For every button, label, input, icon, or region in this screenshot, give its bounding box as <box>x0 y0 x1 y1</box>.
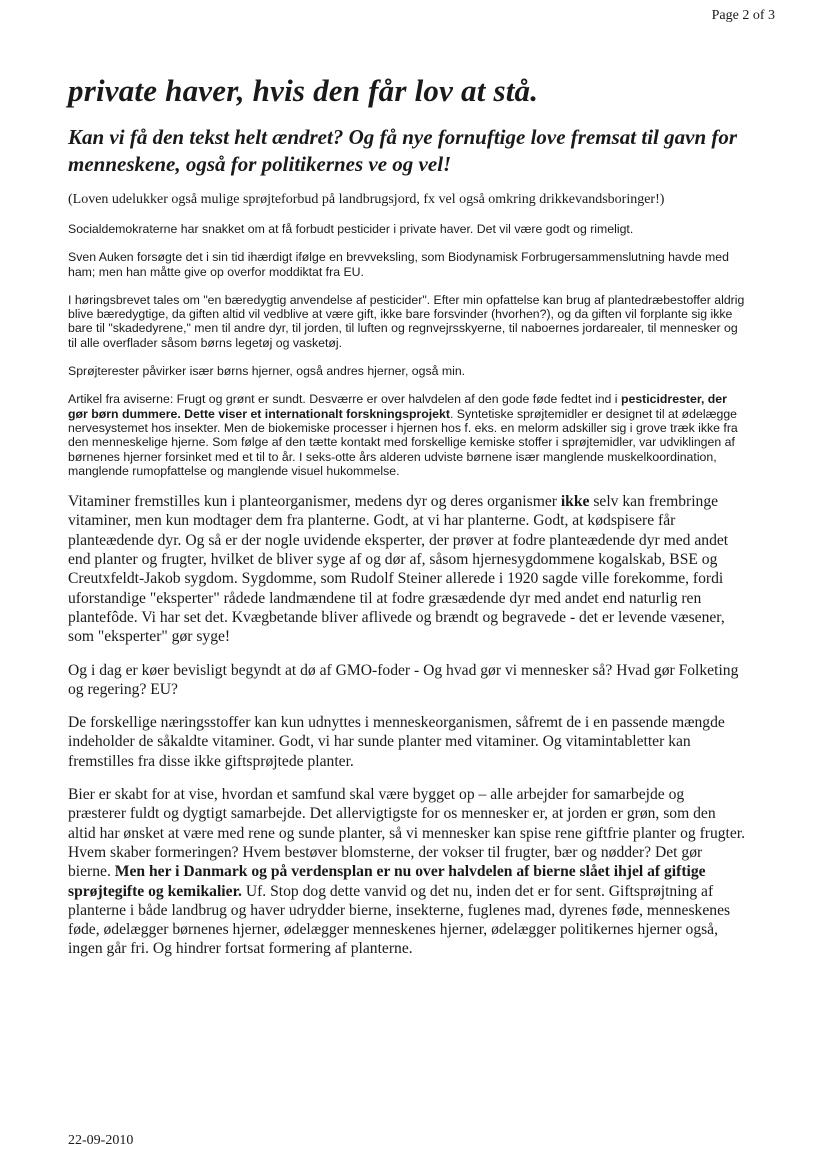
artikel-text-2: . Syntetiske sprøjtemidler er designet til at ødelægge nervesystemet hos insekter. Men de biokemiske processer i hjernen hos f. eks. en melorm adskiller sig i grove træk ikke fra den menneskelige hjerne. Som følge af den tætte kontakt med forskellige kemiske stoffer i sprøjtemidler, var udviklingen af børnenes hjerner forsinket med et til to år. I seks-otte års alderen udviste børnene især manglende muskelkoordination, manglende rumopfattelse og manglende visuel hukommelse. <box>68 406 738 478</box>
paragraph-socialdemokraterne: Socialdemokraterne har snakket om at få forbudt pesticider i private haver. Det vil være godt og rimeligt. <box>68 222 634 236</box>
vitaminer-text-1: Vitaminer fremstilles kun i planteorganismer, medens dyr og deres organismer <box>68 493 561 511</box>
paragraph-sven-auken: Sven Auken forsøgte det i sin tid ihærdigt ifølge en brevveksling, som Biodynamisk Forbrugersammenslutning havde med ham; men han måtte give op overfor moddiktat fra EU. <box>68 250 729 279</box>
page-number: Page 2 of 3 <box>711 8 775 23</box>
artikel-bold-text: pesticidrester, der gør børn dummere. Dette viser et internationalt forskningsprojekt <box>68 392 727 421</box>
artikel-text-1: Artikel fra aviserne: Frugt og grønt er sundt. Desværre er over halvdelen af den gode føde fedtet ind i <box>68 392 621 407</box>
paragraph-law-note: (Loven udelukker også mulige sprøjteforbud på landbrugsjord, fx vel også omkring drikkevandsboringer!) <box>68 192 665 207</box>
vitaminer-bold-ikke: ikke <box>560 493 590 511</box>
paragraph-bier <box>68 785 746 959</box>
document-body <box>68 72 746 973</box>
bier-text-2: Uf. Stop dog dette vanvid og det nu, inden det er for sent. Giftsprøjtning af planterne i både landbrug og haver udrydder bierne, insekterne, fuglenes mad, dyrenes føde, menneskenes føde, ødelægger børnenes hjerner, ødelægger menneskenes hjerner, ødelægger politikernes hjerner også, ingen går fri. Og hindrer fortsat formering af planterne. <box>68 882 731 958</box>
vitaminer-text-2: selv kan frembringe vitaminer, men kun modtager dem fra planterne. Godt, at vi har planterne. Godt, at kødspisere får planteædende dyr. Og så er der nogle uvidende eksperter, der prøver at fodre planteædende dyr med andet end planter og frugter, hvilket de bliver syge af og dør af, såsom hjernesygdommene kogalskab, BSE og Creutxfeldt-Jakob sygdom. Sygdomme, som Rudolf Steiner allerede i 1920 sagde ville forekomme, fordi uforstandige "eksperter" rådede landmændene til at fodre græsædende dyr med andet end naturlig ren plantefôde. Vi har set det. Kvægbetande bliver aflivede og brændt og begravede - det er levende væsener, som "eksperter" gør syge! <box>68 493 729 646</box>
paragraph-artikel <box>68 392 746 478</box>
footer-date: 22-09-2010 <box>68 1133 134 1148</box>
paragraph-sproejterester: Sprøjterester påvirker især børns hjerner, også andres hjerner, også min. <box>68 364 466 379</box>
paragraph-hoeringsbrev: I høringsbrevet tales om "en bæredygtig anvendelse af pesticider". Efter min opfattelse kan brug af plantedræbestoffer aldrig blive bæredygtige, da giften altid vil vedblive at være gift, ikke bare forsvinder (hvorhen?), og da giften vil forplante sig ikke bare til "skadedyrene," men til andre dyr, til jorden, til luften og regnvejrsskyerne, til naboernes jordarealer, til mennesker og til alle overflader såsom børns legetøj og vasketøj. <box>68 292 745 350</box>
paragraph-naeringsstoffer: De forskellige næringsstoffer kan kun udnyttes i menneskeorganismen, såfremt de i en passende mængde indeholder de såkaldte vitaminer. Godt, vi har sunde planter med vitaminer. Og vitamintabletter kan fremstilles fra disse ikke giftsprøjtede planter. <box>68 714 725 770</box>
paragraph-vitaminer <box>68 492 746 646</box>
page-subtitle: Kan vi få den tekst helt ændret? Og få nye fornuftige love fremsat til gavn for menneskene, også for politikernes ve og vel! <box>68 125 738 176</box>
bier-bold-text: Men her i Danmark og på verdensplan er nu over halvdelen af bierne slået ihjel af giftige sprøjtegifte og kemikalier. <box>68 863 706 900</box>
bier-text-1: Bier er skabt for at vise, hvordan et samfund skal være bygget op – alle arbejder for samarbejde og præsterer fuldt og dygtigt samarbejde. Det allervigtigste for os mennesker er, at jorden er grøn, som den altid har ønsket at være med rene og sunde planter, så vi mennesker kan spise rene giftfrie planter og frugter. Hvem skaber formeringen? Hvem bestøver blomsterne, der vokser til frugter, bær og nødder? Det gør bierne. <box>68 786 746 881</box>
page-title: private haver, hvis den får lov at stå. <box>68 73 539 108</box>
paragraph-gmo: Og i dag er køer bevisligt begyndt at dø af GMO-foder - Og hvad gør vi mennesker så? Hvad gør Folketing og regering? EU? <box>68 661 739 698</box>
